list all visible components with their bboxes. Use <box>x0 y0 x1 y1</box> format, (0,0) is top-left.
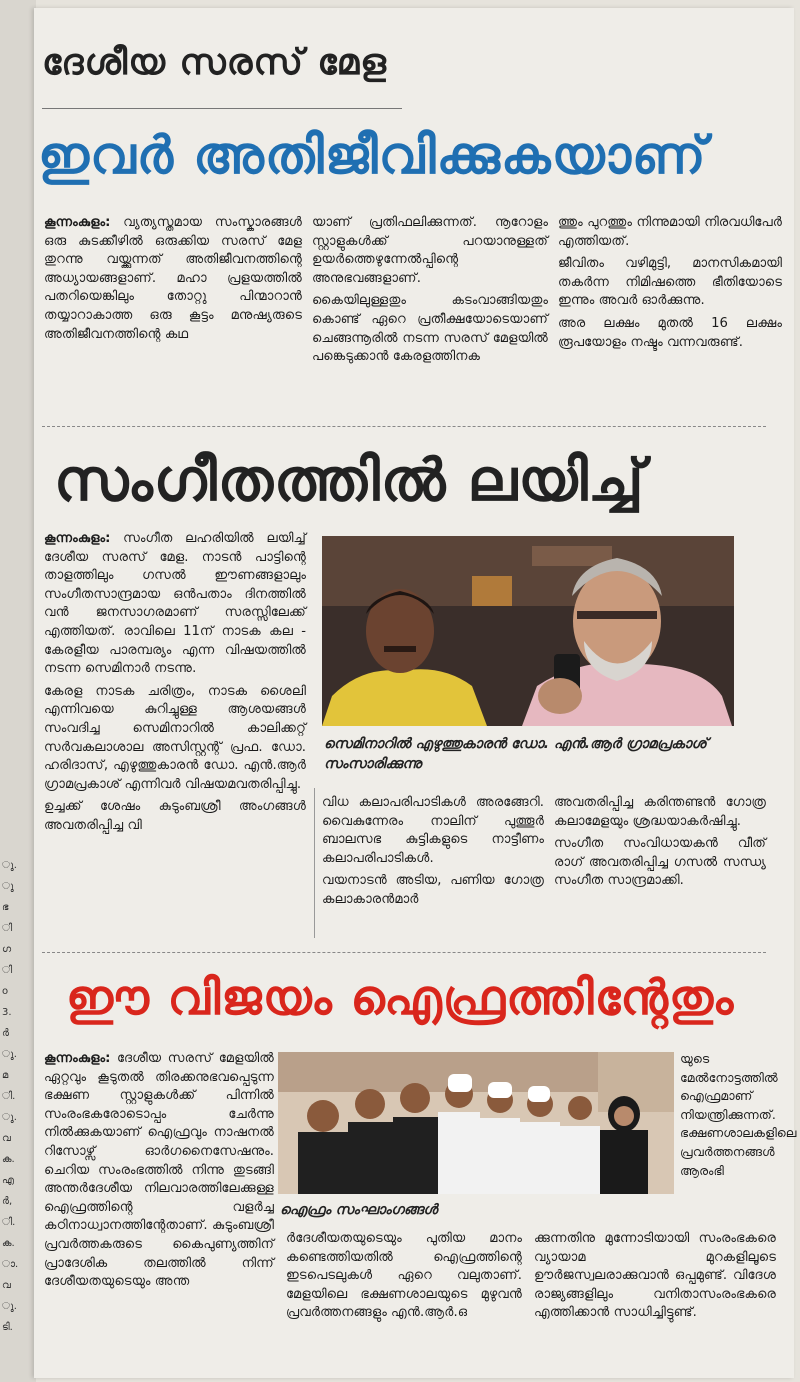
article2-column-3 <box>554 794 766 895</box>
column-rule <box>314 788 315 938</box>
article3-col1-text: ദേശീയ സരസ് മേളയിൽ ഏറ്റവും കൂടുതൽ തിരക്കനുഭവപ്പെടുന്ന ഭക്ഷണ സ്റ്റാളുകൾക്ക് പിന്നിൽ സംരംഭകരോടൊപ്പം ചേർന്നു നിൽക്കുകയാണ് ഐഫ്രവും നാഷനൽ റിസോഴ്സ് ഓർഗനൈസേഷനും. ചെറിയ സംരംഭത്തിൽ നിന്നു തുടങ്ങി അന്തർദേശീയ നിലവാരത്തിലേക്കുള്ള ഐഫ്രത്തിന്റെ വളർച്ച കഠിനാധ്വാനത്തിന്റേതാണ്. കുടുംബശ്രീ പ്രവർത്തകരുടെ കൈപുണ്യത്തിന് പ്രാദേശിക തലത്തിൽ നിന്ന് ദേശീയതയുടെയും അന്ത <box>44 1051 274 1290</box>
team-photo <box>278 1052 674 1194</box>
team-photo-caption: ഐഫ്രം സംഘാംഗങ്ങൾ <box>280 1202 438 1218</box>
article3-column-3 <box>534 1230 776 1327</box>
article-divider-2 <box>42 952 766 953</box>
article2-headline: സംഗീതത്തിൽ ലയിച്ച് <box>54 446 645 514</box>
article2-col1-para3: ഉച്ചക്ക് ശേഷം കുടുംബശ്രീ അംഗങ്ങൾ അവതരിപ്പിച്ച വി <box>44 799 306 833</box>
kicker-rule <box>42 108 402 109</box>
adjacent-page-fragment: ഗ <box>2 944 12 955</box>
article3-dateline: കൂന്നംകുളം: <box>44 1051 111 1066</box>
article2-col2-para2: വയനാടൻ അടിയ, പണിയ ഗോത്ര കലാകാരൻമാർ <box>322 873 544 907</box>
article2-dateline: കൂന്നംകുളം: <box>44 531 111 546</box>
adjacent-page-fragment: ു. <box>2 1301 17 1312</box>
adjacent-page-fragment: o <box>2 986 9 997</box>
adjacent-page-fragment: 3. <box>2 1007 12 1018</box>
article1-col3-para1: ത്തും പുറത്തും നിന്നുമായി നിരവധിപേർ എത്തിയത്. <box>558 215 782 249</box>
article3-side-text: യുടെ മേൽനോട്ടത്തിൽ ഐഫ്രമാണ് നിയന്ത്രിക്കുന്നത്. ഭക്ഷണശാലകളിലെ പ്രവർത്തനങ്ങൾ ആരംഭി <box>680 1051 797 1178</box>
adjacent-page-fragment: മ <box>2 1070 9 1081</box>
article1-col3-para3: അര ലക്ഷം മുതൽ 16 ലക്ഷം രൂപയോളം നഷ്ടം വന്നവരുണ്ട്. <box>558 315 782 350</box>
adjacent-page-strip <box>0 0 36 1382</box>
article3-headline: ഈ വിജയം ഐഫ്രത്തിന്റേതും <box>66 970 735 1026</box>
article2-col2-para1: വിധ കലാപരിപാടികൾ അരങ്ങേറി. വൈകുന്നേരം നാലിന് പുത്തൂർ ബാലസഭ കുട്ടികളുടെ നാട്ടീണം കലാപരിപാടികൾ. <box>322 795 544 866</box>
adjacent-page-fragment: ർ, <box>2 1196 13 1207</box>
adjacent-page-fragment: വ <box>2 1133 11 1144</box>
adjacent-page-fragment: ഭ <box>2 902 9 913</box>
article2-col3-para2: സംഗീത സംവിധായകൻ വീത് രാഗ് അവതരിപ്പിച്ച ഗസൽ സന്ധ്യ സംഗീത സാന്ദ്രമാക്കി. <box>554 836 766 889</box>
adjacent-page-fragment: ക. <box>2 1154 15 1165</box>
article2-col3-para1: അവതരിപ്പിച്ച കരിന്തണ്ടൻ ഗോത്ര കലാമേളയും ശ്രദ്ധയാകർഷിച്ചു. <box>554 795 766 829</box>
section-kicker: ദേശീയ സരസ് മേള <box>42 42 387 83</box>
article3-col2-text: ർദേശീയതയുടെയും പുതിയ മാനം കണ്ടെത്തിയതിൽ ഐഫ്രത്തിന്റെ ഇടപെടലുകൾ ഏറെ വലുതാണ്. മേളയിലെ ഭക്ഷണശാലയുടെ മുഴുവൻ പ്രവർത്തനങ്ങളും എൻ.ആർ.ഒ <box>286 1231 522 1321</box>
adjacent-page-fragment: ാ. <box>2 1259 19 1270</box>
adjacent-page-fragment: ു. <box>2 860 17 871</box>
adjacent-page-fragment: ർ <box>2 1028 9 1039</box>
article1-column-2 <box>312 214 548 371</box>
article-divider-1 <box>42 426 766 427</box>
article3-col3-text: ക്കുന്നതിനു മുന്നോടിയായി സംരംഭകരെ വ്യായാമ മുറകളിലൂടെ ഊർജസ്വലരാക്കുവാൻ ഒപ്പമുണ്ട്. വിദേശ രാജ്യങ്ങളിലും വനിതാസംരംഭകരെ എത്തിക്കാൻ സാധിച്ചിട്ടുണ്ട്. <box>534 1231 776 1321</box>
newspaper-page <box>34 8 797 1378</box>
adjacent-page-fragment: എ <box>2 1175 15 1186</box>
article3-side-column <box>680 1050 797 1184</box>
team-photo-image <box>278 1052 674 1194</box>
adjacent-page-fragment: ക. <box>2 1238 15 1249</box>
article3-column-1 <box>44 1050 274 1296</box>
adjacent-page-fragment: ു. <box>2 1049 17 1060</box>
adjacent-page-fragment: ടി. <box>2 1322 13 1333</box>
article2-col1-para1: സംഗീത ലഹരിയിൽ ലയിച്ച് ദേശീയ സരസ് മേള. നാടൻ പാട്ടിന്റെ താളത്തിലും ഗസൽ ഈണങ്ങളാലും സംഗീതസാന്ദ്രമായ ഒൻപതാം ദിനത്തിൽ വൻ ജനസാഗരമാണ് സരസ്സിലേക്ക് എത്തിയത്. രാവിലെ 11ന് നാടക കല - കേരളീയ പാരമ്പര്യം എന്ന വിഷയത്തിൽ നടന്ന സെമിനാർ നടന്നു. <box>44 531 306 677</box>
article1-column-3 <box>558 214 782 356</box>
article2-column-2 <box>322 794 544 914</box>
adjacent-page-fragment: ു. <box>2 1112 17 1123</box>
article1-col1-text: വ്യത്യസ്തമായ സംസ്കാരങ്ങൾ ഒരു കുടക്കീഴിൽ ഒരുക്കിയ സരസ് മേള തുറന്നു വയ്ക്കുന്നത് അതിജീവനത്തിന്റെ അധ്യായങ്ങളാണ്. മഹാ പ്രളയത്തിൽ പതറിയെങ്കിലും തോറ്റു പിന്മാറാൻ തയ്യാറാകാത്ത ഒരു കൂട്ടം മനുഷ്യരുടെ അതിജീവനത്തിന്റെ കഥ <box>44 215 302 342</box>
article3-column-2 <box>286 1230 522 1327</box>
article1-headline: ഇവർ അതിജീവിക്കുകയാണ് <box>38 126 707 186</box>
article1-column-1 <box>44 214 302 348</box>
adjacent-page-fragment: ു <box>2 881 14 892</box>
article2-column-1 <box>44 530 306 840</box>
seminar-photo-caption: സെമിനാറിൽ എഴുത്തുകാരൻ ഡോ. എൻ.ആർ ഗ്രാമപ്രകാശ് സംസാരിക്കുന്നു <box>324 736 707 772</box>
seminar-photo-image <box>322 536 734 726</box>
article1-col2-para1: യാണ് പ്രതിഫലിക്കുന്നത്. നൂറോളം സ്റ്റാളുകൾക്ക് പറയാനുള്ളത് ഉയർത്തെഴുന്നേൽപ്പിന്റെ അനുഭവങ്ങളാണ്. <box>312 215 548 286</box>
article1-col2-para2: കൈയിലുള്ളതും കടംവാങ്ങിയതും കൊണ്ട് ഏറെ പ്രതീക്ഷയോടെയാണ് ചെങ്ങന്നൂരിൽ നടന്ന സരസ് മേളയിൽ പങ്കെടുക്കാൻ കേരളത്തിനക <box>312 293 548 365</box>
article1-col3-para2: ജീവിതം വഴിമുട്ടി, മാനസികമായി തകർന്ന നിമിഷത്തെ ഭീതിയോടെ ഇന്നും അവർ ഓർക്കുന്നു. <box>558 256 782 309</box>
adjacent-page-fragment: ി <box>2 923 13 934</box>
adjacent-page-fragment: ി. <box>2 1091 16 1102</box>
adjacent-page-fragment: വ <box>2 1280 11 1291</box>
seminar-photo <box>322 536 734 726</box>
article1-dateline: കൂന്നംകുളം: <box>44 215 111 230</box>
article2-col1-para2: കേരള നാടക ചരിത്രം, നാടക ശൈലി എന്നിവയെ കുറിച്ചുള്ള ആശയങ്ങൾ സംവദിച്ച സെമിനാറിൽ കാലിക്കറ്റ് സർവകലാശാല അസിസ്റ്റന്റ് പ്രഫ. ഡോ. ഹരിദാസ്, എഴുത്തുകാരൻ ഡോ. എൻ.ആർ ഗ്രാമപ്രകാശ് എന്നിവർ വിഷയമവതരിപ്പിച്ചു. <box>44 683 306 792</box>
adjacent-page-fragment: ി. <box>2 1217 16 1228</box>
adjacent-page-fragment: ി <box>2 965 13 976</box>
